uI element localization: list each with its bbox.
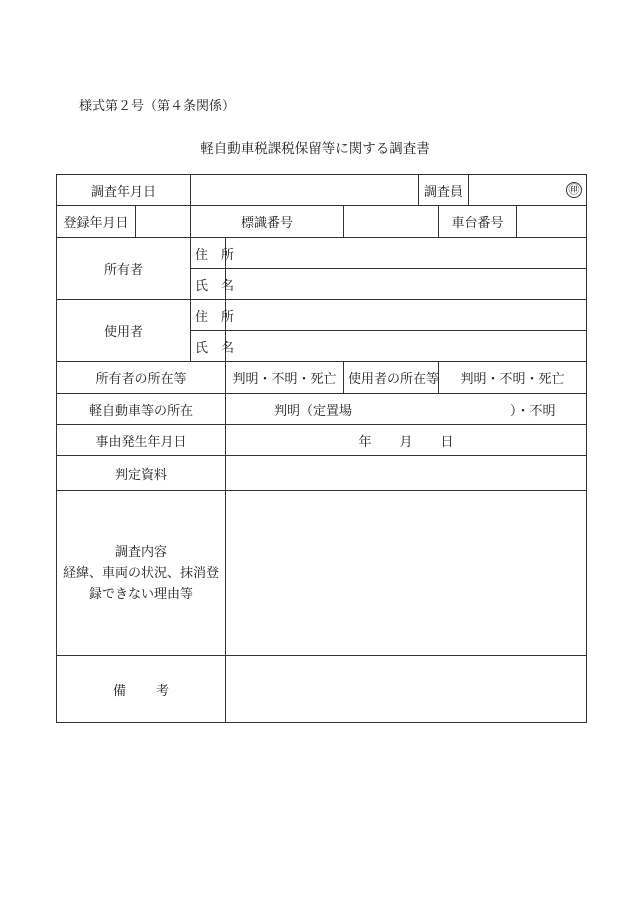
user-address-label	[191, 300, 235, 331]
event-date-label: 事由発生年月日	[57, 425, 226, 456]
survey-date-label: 調査年月日	[57, 175, 191, 206]
survey-date-field[interactable]	[191, 175, 419, 206]
user-address-row	[57, 300, 587, 331]
registration-date-field[interactable]	[136, 206, 191, 238]
owner-address-field[interactable]	[226, 238, 587, 269]
survey-content-detail: 経緯、車両の状況、抹消登録できない理由等	[63, 565, 220, 602]
remarks-field[interactable]	[226, 656, 587, 723]
plate-number-field[interactable]	[344, 206, 439, 238]
owner-name-label	[191, 269, 235, 300]
evidence-field[interactable]	[226, 456, 587, 491]
registration-date-label: 登録年月日	[57, 206, 136, 238]
chassis-number-field[interactable]	[517, 206, 587, 238]
survey-content-title: 調査内容	[115, 544, 168, 560]
vehicle-location-known: 判明（定置場	[274, 403, 353, 419]
evidence-label: 判定資料	[57, 456, 226, 491]
investigator-label: 調査員	[419, 175, 469, 206]
date-day-label: 日	[440, 434, 454, 450]
remarks-row	[57, 656, 587, 723]
date-year-label: 年	[358, 434, 372, 450]
document-title: 軽自動車税課税保留等に関する調査書	[200, 141, 430, 157]
event-date-row	[57, 425, 587, 456]
survey-content-row	[57, 491, 587, 656]
name-char-2: 名	[221, 278, 235, 294]
seal-icon: ㊞	[566, 182, 582, 198]
vehicle-location-row	[57, 394, 587, 425]
survey-form-table	[56, 174, 587, 723]
user-location-label: 使用者の所在等	[344, 362, 439, 394]
form-number: 様式第２号（第４条関係）	[79, 99, 236, 114]
date-month-label: 月	[399, 434, 413, 450]
event-date-field[interactable]	[226, 425, 587, 456]
location-status-row	[57, 362, 587, 394]
vehicle-location-label: 軽自動車等の所在	[57, 394, 226, 425]
remarks-char-1: 備	[112, 683, 126, 699]
vehicle-location-field[interactable]	[226, 394, 587, 425]
user-location-options[interactable]: 判明・不明・死亡	[439, 362, 587, 394]
owner-location-label: 所有者の所在等	[57, 362, 226, 394]
user-name-label	[191, 331, 235, 362]
owner-label: 所有者	[57, 238, 191, 300]
survey-content-field[interactable]	[226, 491, 587, 656]
survey-content-label	[57, 491, 226, 656]
survey-date-row	[57, 175, 587, 206]
name-char-1: 氏	[195, 278, 209, 294]
evidence-row	[57, 456, 587, 491]
owner-address-label	[191, 238, 235, 269]
remarks-label	[57, 656, 226, 723]
registration-row	[57, 206, 587, 238]
user-address-field[interactable]	[226, 300, 587, 331]
remarks-char-2: 考	[156, 683, 170, 699]
owner-address-row	[57, 238, 587, 269]
address-char-1: 住	[195, 309, 209, 325]
owner-name-field[interactable]	[226, 269, 587, 300]
name-char-1: 氏	[195, 340, 209, 356]
owner-location-options[interactable]: 判明・不明・死亡	[226, 362, 344, 394]
user-name-field[interactable]	[226, 331, 587, 362]
address-char-2: 所	[221, 247, 235, 263]
plate-number-label: 標識番号	[191, 206, 344, 238]
address-char-2: 所	[221, 309, 235, 325]
vehicle-location-unknown: ）・不明	[510, 403, 556, 419]
chassis-number-label: 車台番号	[439, 206, 517, 238]
address-char-1: 住	[195, 247, 209, 263]
user-label: 使用者	[57, 300, 191, 362]
investigator-field[interactable]	[469, 175, 587, 206]
name-char-2: 名	[221, 340, 235, 356]
